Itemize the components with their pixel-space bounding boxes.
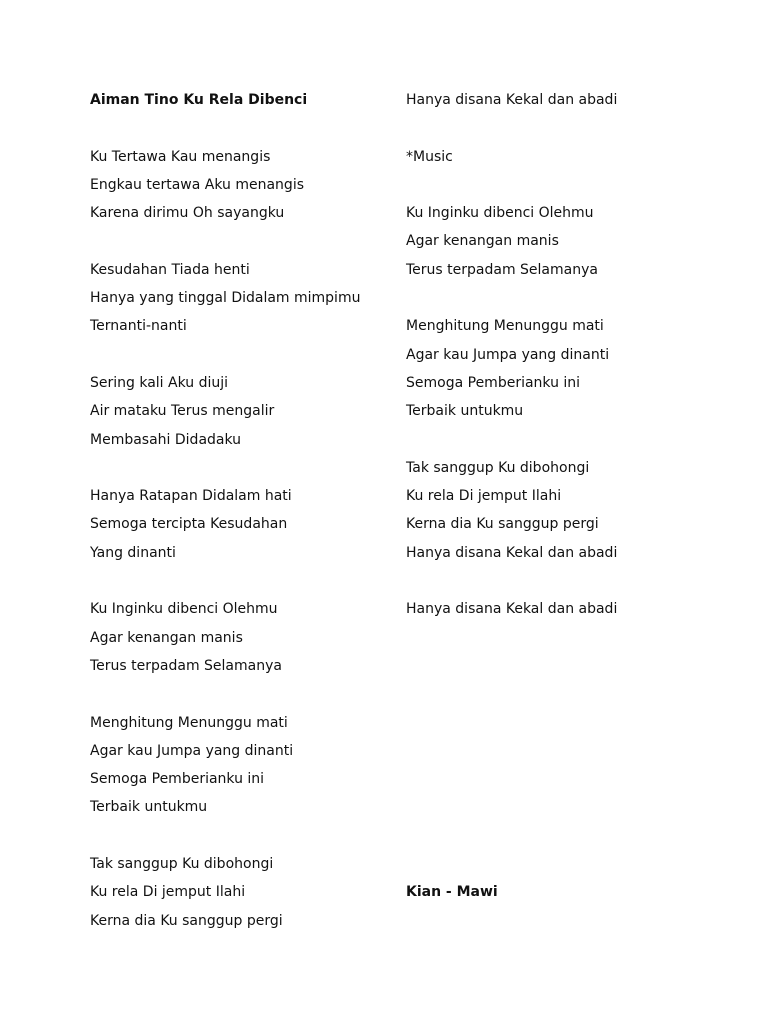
lyric-line: Sering kali Aku diuji xyxy=(90,374,229,391)
song-title: Kian - Mawi xyxy=(406,884,498,901)
blank-line xyxy=(406,171,726,199)
blank-line xyxy=(406,850,726,878)
blank-line xyxy=(90,341,390,369)
lyric-line: *Music xyxy=(406,148,453,165)
lyric-line: Ku Inginku dibenci Olehmu xyxy=(90,601,278,618)
blank-line xyxy=(90,454,390,482)
blank-line xyxy=(90,822,390,850)
blank-line xyxy=(90,227,390,255)
blank-line xyxy=(406,680,726,708)
blank-line xyxy=(406,284,726,312)
blank-line xyxy=(406,114,726,142)
song-title: Aiman Tino Ku Rela Dibenci xyxy=(90,92,308,108)
lyric-line: Karena dirimu Oh sayangku xyxy=(90,205,285,222)
blank-line xyxy=(406,624,726,652)
lyric-line: Terbaik untukmu xyxy=(90,799,208,816)
lyric-line: Hanya Ratapan Didalam hati xyxy=(90,488,292,505)
lyric-line: Hanya yang tinggal Didalam mimpimu xyxy=(90,290,361,307)
lyric-line: Semoga tercipta Kesudahan xyxy=(90,516,288,533)
lyric-line: Air mataku Terus mengalir xyxy=(90,403,275,420)
lyric-line: Terbaik untukmu xyxy=(406,403,524,420)
lyric-line: Agar kenangan manis xyxy=(406,233,559,250)
lyric-line: Ternanti-nanti xyxy=(90,318,187,335)
blank-line xyxy=(90,680,390,708)
lyric-line: Kesudahan Tiada henti xyxy=(90,261,250,278)
lyric-line: Engkau tertawa Aku menangis xyxy=(90,176,304,193)
lyric-line: Terus terpadam Selamanya xyxy=(90,657,282,674)
blank-line xyxy=(406,426,726,454)
lyric-line: Tak sanggup Ku dibohongi xyxy=(90,856,274,873)
lyric-line: Tak sanggup Ku dibohongi xyxy=(406,459,590,476)
lyric-line: Menghitung Menunggu mati xyxy=(90,714,288,731)
lyric-line: Membasahi Didadaku xyxy=(90,431,242,448)
lyric-line: Yang dinanti xyxy=(90,544,176,561)
left-column xyxy=(90,86,390,935)
blank-line xyxy=(406,765,726,793)
blank-line xyxy=(90,114,390,142)
blank-line xyxy=(406,822,726,850)
lyric-line: Kerna dia Ku sanggup pergi xyxy=(406,516,599,533)
lyric-line: Ku rela Di jemput Ilahi xyxy=(406,488,562,505)
blank-line xyxy=(406,737,726,765)
blank-line xyxy=(90,567,390,595)
blank-line xyxy=(406,567,726,595)
lyric-line: Hanya disana Kekal dan abadi xyxy=(406,544,618,561)
lyric-line: Kerna dia Ku sanggup pergi xyxy=(90,912,283,929)
lyric-line: Semoga Pemberianku ini xyxy=(90,771,265,788)
lyric-line: Ku Inginku dibenci Olehmu xyxy=(406,205,594,222)
lyric-line: Ku Tertawa Kau menangis xyxy=(90,148,271,165)
blank-line xyxy=(406,793,726,821)
blank-line xyxy=(406,709,726,737)
lyric-line: Menghitung Menunggu mati xyxy=(406,318,604,335)
lyric-line: Semoga Pemberianku ini xyxy=(406,374,581,391)
lyric-line: Hanya disana Kekal dan abadi xyxy=(406,92,618,108)
lyric-line: Agar kau Jumpa yang dinanti xyxy=(406,346,610,363)
blank-line xyxy=(406,652,726,680)
lyric-line: Agar kenangan manis xyxy=(90,629,243,646)
lyric-line: Terus terpadam Selamanya xyxy=(406,261,598,278)
lyric-line: Agar kau Jumpa yang dinanti xyxy=(90,742,294,759)
lyric-line: Ku rela Di jemput Ilahi xyxy=(90,884,246,901)
lyric-line: Hanya disana Kekal dan abadi xyxy=(406,601,618,618)
right-column xyxy=(406,86,726,907)
